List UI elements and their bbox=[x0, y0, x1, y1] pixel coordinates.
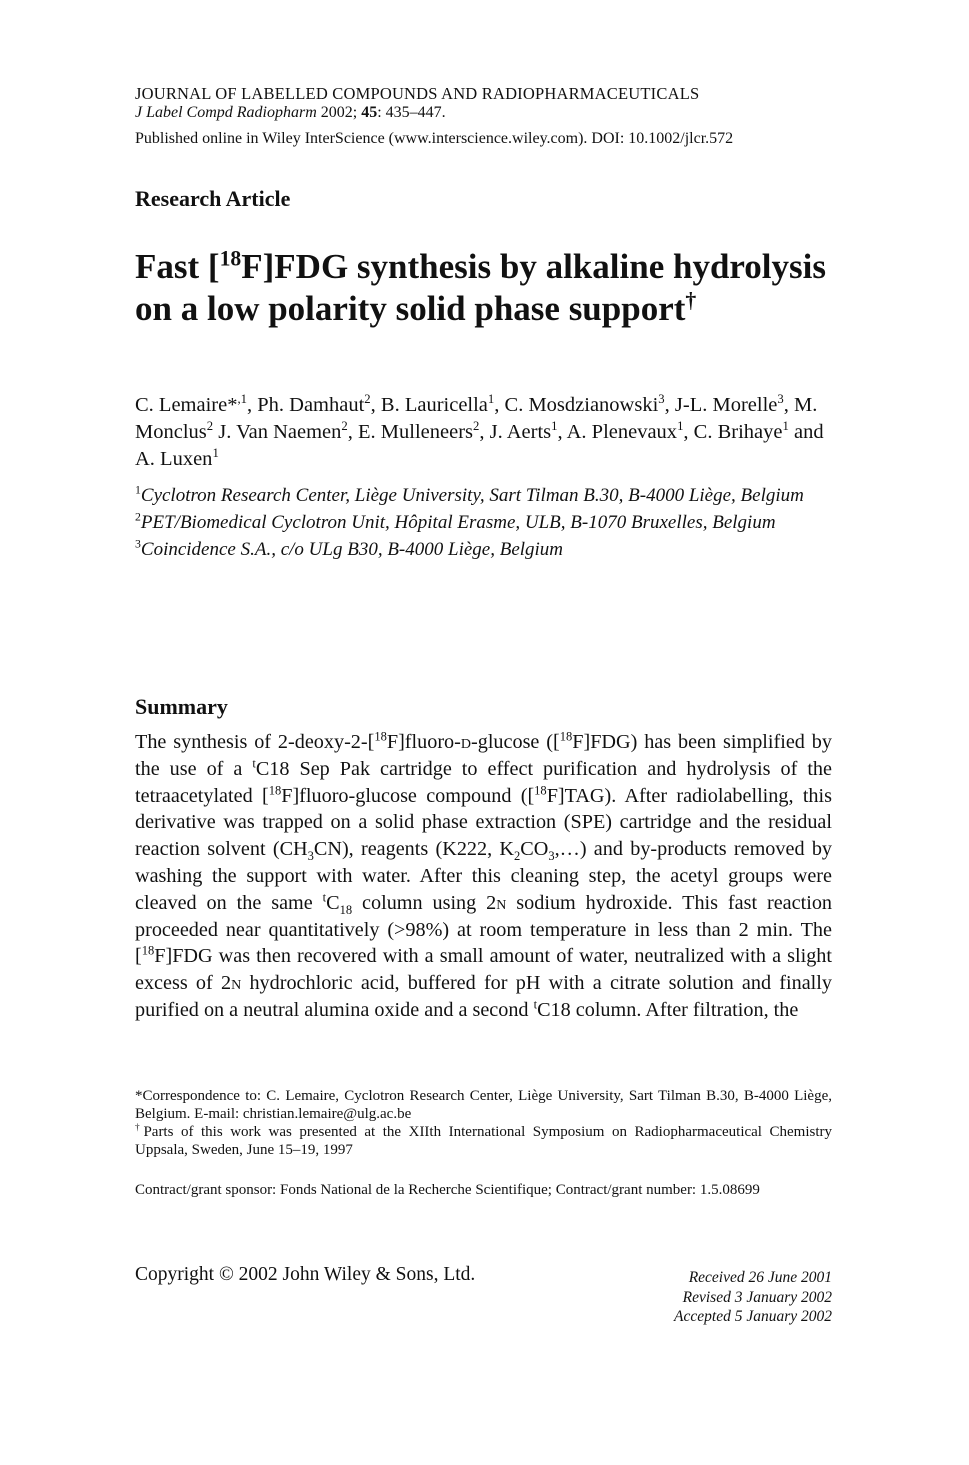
author-separator: , bbox=[664, 394, 675, 416]
author-separator: , bbox=[683, 421, 694, 443]
author-name: E. Mulleneers bbox=[358, 421, 474, 443]
accepted-date: Accepted 5 January 2002 bbox=[674, 1308, 832, 1325]
publication-info: Published online in Wiley InterScience (www.interscience.wiley.com). DOI: 10.1002/jlcr.572 bbox=[135, 130, 734, 147]
author-name: A. Plenevaux bbox=[566, 421, 678, 443]
affiliation bbox=[135, 482, 832, 509]
author-separator: , bbox=[494, 394, 505, 416]
author-name: B. Lauricella bbox=[380, 394, 488, 416]
affiliation-text: PET/Biomedical Cyclotron Unit, Hôpital Erasme, ULB, B-1070 Bruxelles, Belgium bbox=[140, 512, 776, 533]
received-date: Received 26 June 2001 bbox=[688, 1269, 832, 1286]
affiliation-number: 3 bbox=[135, 537, 141, 551]
author-affiliation-mark: 2 bbox=[206, 419, 214, 434]
author-separator: , bbox=[557, 421, 567, 443]
author-affiliation-mark: 3 bbox=[658, 392, 665, 407]
author-separator: and bbox=[788, 421, 824, 443]
author-separator: , bbox=[479, 421, 490, 443]
contract-note: Contract/grant sponsor: Fonds National de la Recherche Scientifique; Contract/grant number: 1.5.08699 bbox=[135, 1182, 760, 1198]
author-affiliation-mark: 2 bbox=[364, 392, 371, 407]
article-dates bbox=[674, 1268, 832, 1327]
author-affiliation-mark: 2 bbox=[473, 419, 480, 434]
copyright: Copyright © 2002 John Wiley & Sons, Ltd. bbox=[135, 1264, 476, 1285]
affiliation-text: Coincidence S.A., c/o ULg B30, B-4000 Liège, Belgium bbox=[140, 539, 564, 560]
presentation-note: †Parts of this work was presented at the XIIth International Symposium on Radiopharmaceutical Chemistry Uppsala, Sweden, June 15–19, 1997 bbox=[135, 1123, 832, 1158]
author-affiliation-mark: 2 bbox=[341, 419, 348, 434]
article-type: Research Article bbox=[135, 186, 291, 211]
author-separator: , bbox=[247, 394, 258, 416]
author-name: C. Mosdzianowski bbox=[504, 394, 659, 416]
author-separator: , bbox=[370, 394, 381, 416]
summary-text: The synthesis of 2-deoxy-2-[$^{18}$F]fluoro-d-glucose ([$^{18}$F]FDG) has been simplified by the use of a $^t$C18 Sep Pak cartridge to effect purification and hydrolysis of the tetraacetylated [$^{18}$F]fluoro-glucose compound ([$^{18}$F]TAG). After radiolabelling, this derivative was trapped on a solid phase extraction (SPE) cartridge and the residual reaction solvent $(CH_3CN)$, reagents (K222, $K_2CO_3,\dots$) and by-products removed by washing the support with water. After this cleaning step, the acetyl groups were cleaved on the same $^tC_{18}$ column using 2n sodium hydroxide. This fast reaction proceeded near quantitatively (>98%) at room temperature in less than 2 min. The [$^{18}$F]FDG was then recovered with a small amount of water, neutralized with a slight excess of 2n hydrochloric acid, buffered for pH with a citrate solution and finally purified on a neutral alumina oxide and a second $^t$C18 column. After filtration, the bbox=[135, 729, 833, 1021]
author-affiliation-mark: 1 bbox=[551, 419, 558, 434]
correspondence-note: *Correspondence to: C. Lemaire, Cyclotron Research Center, Liège University, Sart Tilman B.30, B-4000 Liège, Belgium. E-mail: christian.lemaire@ulg.ac.be bbox=[135, 1088, 832, 1122]
journal-name: JOURNAL OF LABELLED COMPOUNDS AND RADIOPHARMACEUTICALS bbox=[135, 84, 700, 103]
author-separator: , bbox=[347, 421, 359, 443]
footnotes bbox=[135, 1087, 832, 1159]
affiliation bbox=[135, 509, 832, 536]
journal-citation: J Label Compd Radiopharm 2002; 45: 435–447. bbox=[135, 104, 446, 121]
author-affiliation-mark: 1 bbox=[487, 392, 495, 407]
affiliation bbox=[135, 536, 832, 563]
revised-date: Revised 3 January 2002 bbox=[682, 1288, 832, 1306]
author-name: M. Monclus bbox=[135, 394, 818, 443]
author-name: J. Aerts bbox=[489, 421, 552, 443]
author-name: A. Luxen bbox=[135, 448, 213, 470]
author-separator: , bbox=[783, 394, 794, 416]
author-list bbox=[135, 392, 832, 473]
author-affiliation-mark: 1 bbox=[782, 419, 789, 434]
affiliation-text: Cyclotron Research Center, Liège University, Sart Tilman B.30, B-4000 Liège, Belgium bbox=[140, 485, 804, 506]
author-affiliation-mark: ,1 bbox=[237, 392, 247, 407]
affiliation-list bbox=[135, 482, 832, 563]
article-title: Fast [$^{18}$F]FDG synthesis by alkaline hydrolysis on a low polarity solid phase support† bbox=[135, 246, 826, 328]
affiliation-number: 2 bbox=[135, 510, 141, 524]
author-affiliation-mark: 3 bbox=[777, 392, 784, 407]
author-name: Ph. Damhaut bbox=[257, 394, 365, 416]
summary-heading: Summary bbox=[135, 694, 228, 719]
author-name: C. Brihaye bbox=[693, 421, 783, 443]
affiliation-number: 1 bbox=[135, 483, 141, 497]
author-name: J. Van Naemen bbox=[218, 421, 342, 443]
author-name: J-L. Morelle bbox=[674, 394, 778, 416]
author-affiliation-mark: 1 bbox=[677, 419, 684, 434]
author-name: C. Lemaire* bbox=[135, 394, 238, 416]
author-affiliation-mark: 1 bbox=[212, 446, 219, 461]
